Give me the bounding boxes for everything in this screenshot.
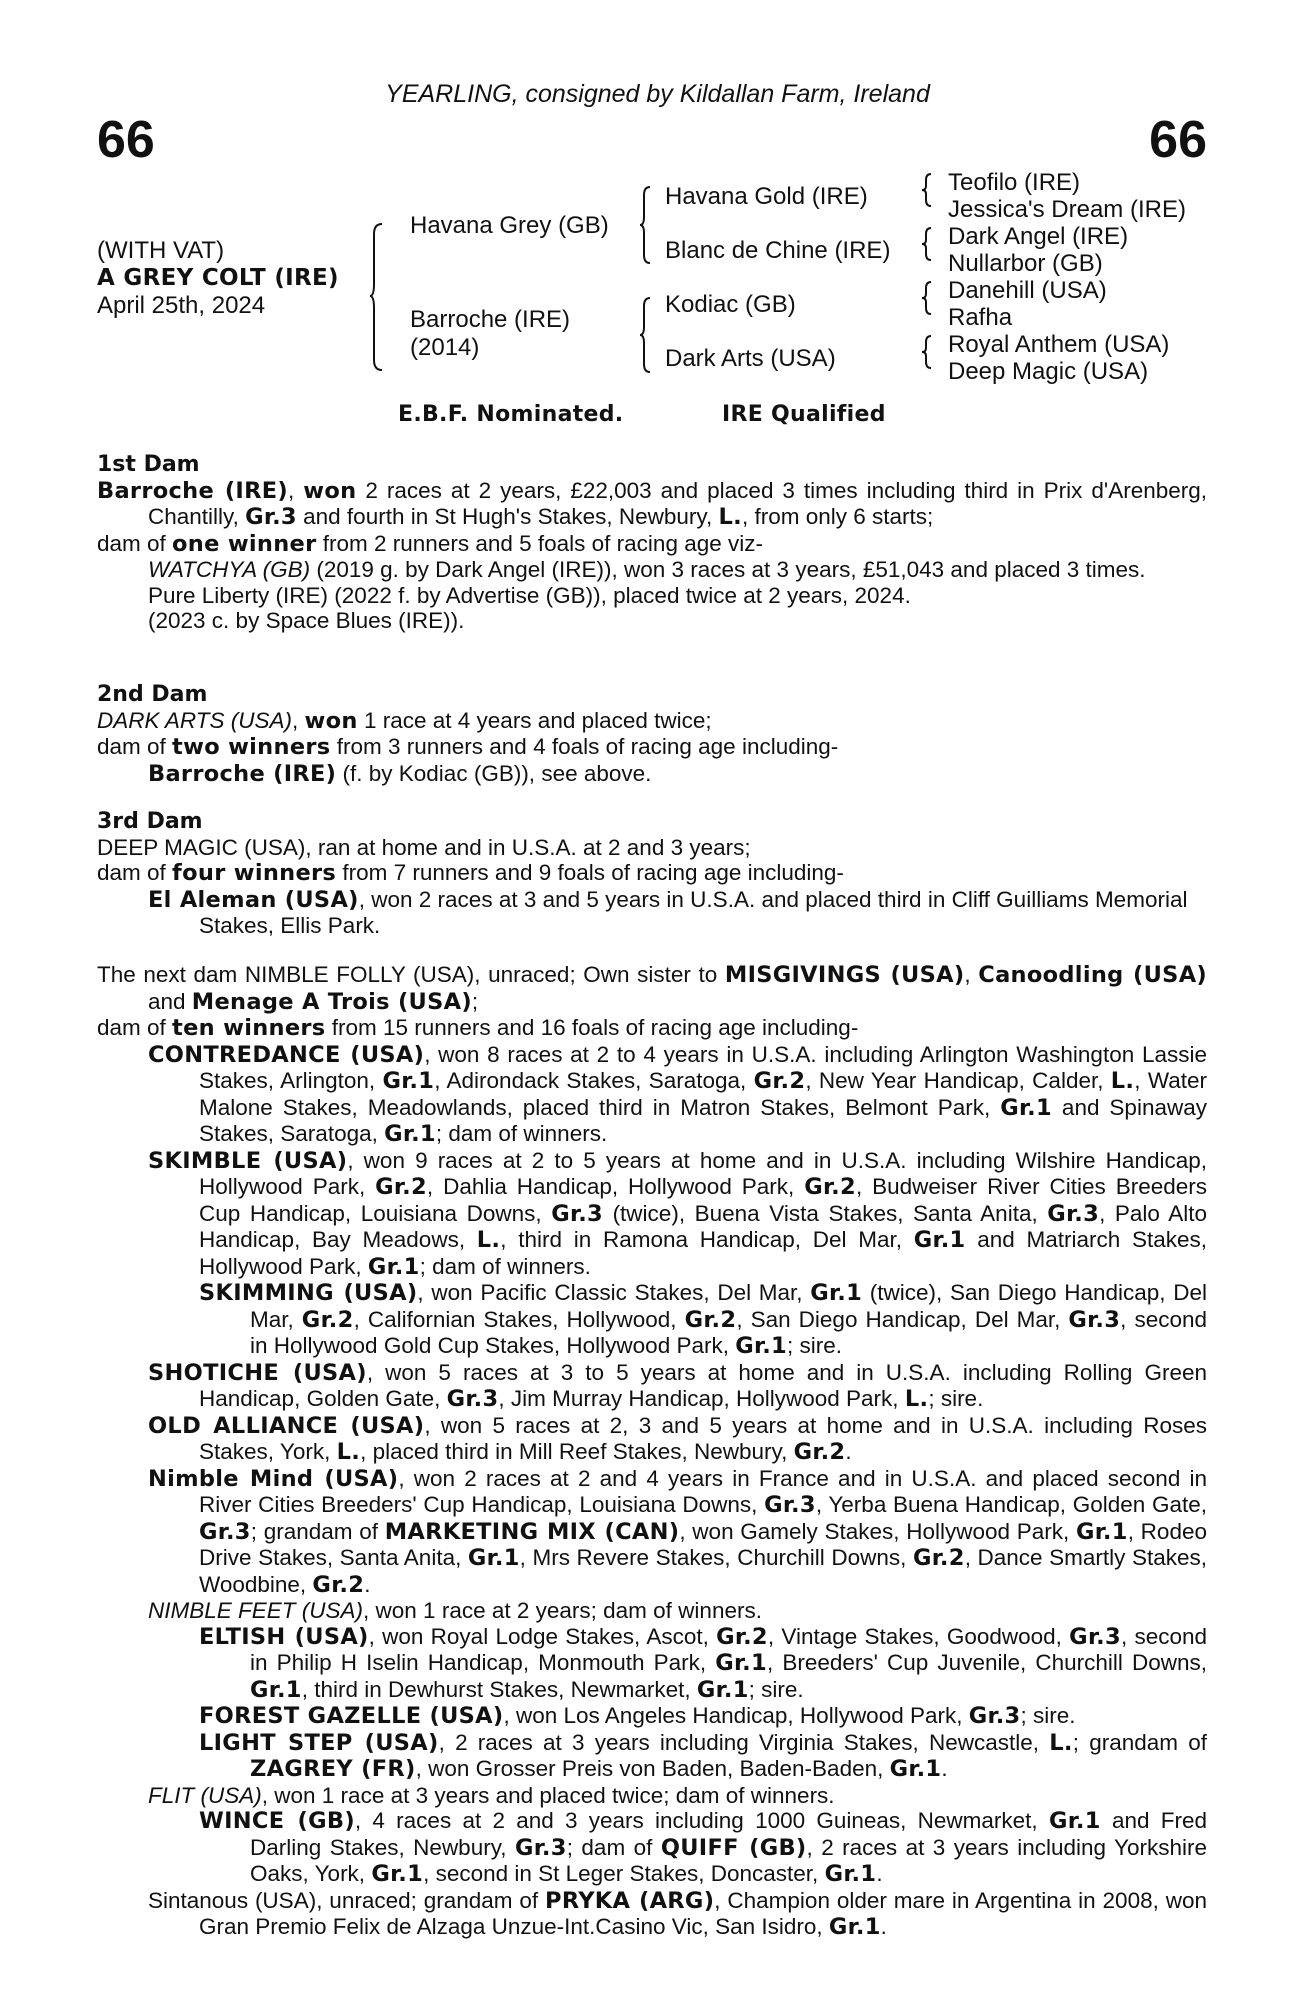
brace-kodiac [922,280,936,316]
first-dam-section [97,452,1207,634]
pedigree-gen3-item: Dark Angel (IRE) [948,223,1129,250]
dam-summary: dam of two winners from 3 runners and 4 foals of racing age including- [97,734,839,760]
produce-record: SKIMBLE (USA), won 9 races at 2 to 5 years at home and in U.S.A. including Wilshire Handicap, Hollywood Park, Gr.2, Dahlia Handicap, Hollywood Park, Gr.2, Budweiser River Cities Breeders Cup Handicap, Louisiana Downs, Gr.3 (twice), Buena Vista Stakes, Santa Anita, Gr.3, Palo Alto Handicap, Bay Meadows, L., third in Ramona Handicap, Del Mar, Gr.1 and Matriarch Stakes, Hollywood Park, Gr.1; dam of winners. [148,1147,1208,1280]
pedigree-gen2-item: Blanc de Chine (IRE) [665,237,891,264]
produce-record: LIGHT STEP (USA), 2 races at 3 years including Virginia Stakes, Newcastle, L.; grandam of ZAGREY (FR), won Grosser Preis von Baden, Baden-Baden, Gr.1. [199,1729,1207,1782]
ire-qualified: IRE Qualified [722,402,886,427]
produce-record: Nimble Mind (USA), won 2 races at 2 and 4 years in France and in U.S.A. and placed second in River Cities Breeders' Cup Handicap, Louisiana Downs, Gr.3, Yerba Buena Handicap, Golden Gate, Gr.3; grandam of MARKETING MIX (CAN), won Gamely Stakes, Hollywood Park, Gr.1, Rodeo Drive Stakes, Santa Anita, Gr.1, Mrs Revere Stakes, Churchill Downs, Gr.2, Dance Smartly Stakes, Woodbine, Gr.2. [148,1465,1208,1598]
pedigree-gen3-item: Jessica's Dream (IRE) [948,196,1186,223]
dam-year: (2014) [410,334,480,361]
next-dam-section [97,962,1207,1941]
produce-record: FOREST GAZELLE (USA), won Los Angeles Handicap, Hollywood Park, Gr.3; sire. [199,1703,1076,1729]
pedigree-gen3-item: Deep Magic (USA) [948,358,1149,385]
produce-record: FLIT (USA), won 1 race at 3 years and placed twice; dam of winners. [148,1782,835,1808]
lot-number-left: 66 [97,111,155,169]
pedigree-gen3-item: Teofilo (IRE) [948,169,1081,196]
ebf-nominated: E.B.F. Nominated. [398,402,624,427]
dam-name: Barroche (IRE) [410,306,571,333]
pedigree-gen2-item: Kodiac (GB) [665,291,796,318]
produce-record: SHOTICHE (USA), won 5 races at 3 to 5 years at home and in U.S.A. including Rolling Green Handicap, Golden Gate, Gr.3, Jim Murray Handicap, Hollywood Park, L.; sire. [148,1359,1207,1412]
pedigree-gen3-item: Rafha [948,304,1013,331]
dam-record: Barroche (IRE), won 2 races at 2 years, £22,003 and placed 3 times including third in Prix d'Arenberg, Chantilly, Gr.3 and fourth in St Hugh's Stakes, Newbury, L., from only 6 starts; [97,477,1208,530]
produce-record: (2023 c. by Space Blues (IRE)). [148,608,465,633]
sire-name: Havana Grey (GB) [410,212,609,239]
produce-record: Sintanous (USA), unraced; grandam of PRYKA (ARG), Champion older mare in Argentina in 2008, won Gran Premio Felix de Alzaga Unzue-Int.Casino Vic, San Isidro, Gr.1. [148,1887,1207,1940]
second-dam-section [97,682,1207,787]
section-heading: 2nd Dam [97,682,208,707]
horse-name: A GREY COLT (IRE) [97,265,339,291]
pedigree-gen2-item: Dark Arts (USA) [665,345,836,372]
dam-summary: dam of one winner from 2 runners and 5 foals of racing age viz- [97,530,763,557]
dam-record: DARK ARTS (USA), won 1 race at 4 years and placed twice; [97,707,712,734]
brace-blanc-de-chine [922,226,936,262]
dam-summary: dam of four winners from 7 runners and 9 foals of racing age including- [97,860,844,886]
brace-havana-gold [922,172,936,208]
produce-record: Pure Liberty (IRE) (2022 f. by Advertise (GB)), placed twice at 2 years, 2024. [148,582,911,608]
third-dam-section [97,809,1207,939]
produce-record: WATCHYA (GB) (2019 g. by Dark Angel (IRE)), won 3 races at 3 years, £51,043 and placed 3 times. [148,557,1146,582]
produce-record: SKIMMING (USA), won Pacific Classic Stakes, Del Mar, Gr.1 (twice), San Diego Handicap, Del Mar, Gr.2, Californian Stakes, Hollywood, Gr.2, San Diego Handicap, Del Mar, Gr.3, second in Hollywood Gold Cup Stakes, Hollywood Park, Gr.1; sire. [199,1280,1208,1359]
lot-number-right: 66 [1149,111,1207,169]
vat-label: (WITH VAT) [97,237,225,264]
brace-havana-grey [640,185,656,265]
produce-record: NIMBLE FEET (USA), won 1 race at 2 years; dam of winners. [148,1598,762,1623]
pedigree-gen3-item: Danehill (USA) [948,277,1107,304]
produce-record: OLD ALLIANCE (USA), won 5 races at 2, 3 and 5 years at home and in U.S.A. including Roses Stakes, York, L., placed third in Mill Reef Stakes, Newbury, Gr.2. [148,1412,1207,1465]
produce-record: WINCE (GB), 4 races at 2 and 3 years including 1000 Guineas, Newmarket, Gr.1 and Fred Darling Stakes, Newbury, Gr.3; dam of QUIFF (GB), 2 races at 3 years including Yorkshire Oaks, York, Gr.1, second in St Leger Stakes, Doncaster, Gr.1. [199,1808,1207,1887]
dam-record: DEEP MAGIC (USA), ran at home and in U.S.A. at 2 and 3 years; [97,834,751,860]
pedigree-gen3-item: Nullarbor (GB) [948,250,1103,277]
produce-record: ELTISH (USA), won Royal Lodge Stakes, Ascot, Gr.2, Vintage Stakes, Goodwood, Gr.3, second in Philip H Iselin Handicap, Monmouth Park, Gr.1, Breeders' Cup Juvenile, Churchill Downs, Gr.1, third in Dewhurst Stakes, Newmarket, Gr.1; sire. [199,1623,1207,1703]
brace-sire-dam [370,222,390,372]
section-heading: 3rd Dam [97,809,203,834]
produce-record: CONTREDANCE (USA), won 8 races at 2 to 4 years in U.S.A. including Arlington Washington Lassie Stakes, Arlington, Gr.1, Adirondack Stakes, Saratoga, Gr.2, New Year Handicap, Calder, L., Water Malone Stakes, Meadowlands, placed third in Matron Stakes, Belmont Park, Gr.1 and Spinaway Stakes, Saratoga, Gr.1; dam of winners. [148,1041,1208,1147]
foaling-date: April 25th, 2024 [97,292,266,319]
pedigree-gen3-item: Royal Anthem (USA) [948,331,1170,358]
brace-dark-arts [922,334,936,370]
produce-record: Barroche (IRE) (f. by Kodiac (GB)), see above. [148,760,652,787]
section-heading: 1st Dam [97,452,200,477]
brace-barroche [640,296,656,374]
dam-record: The next dam NIMBLE FOLLY (USA), unraced; Own sister to MISGIVINGS (USA), Canoodling (USA) and Menage A Trois (USA); [97,962,1207,1015]
produce-record: El Aleman (USA), won 2 races at 3 and 5 years in U.S.A. and placed third in Cliff Guilliams Memorial Stakes, Ellis Park. [148,886,1188,938]
page-header: YEARLING, consigned by Kildallan Farm, Ireland [385,80,930,108]
pedigree-gen2-item: Havana Gold (IRE) [665,183,868,210]
dam-summary: dam of ten winners from 15 runners and 16 foals of racing age including- [97,1015,859,1041]
